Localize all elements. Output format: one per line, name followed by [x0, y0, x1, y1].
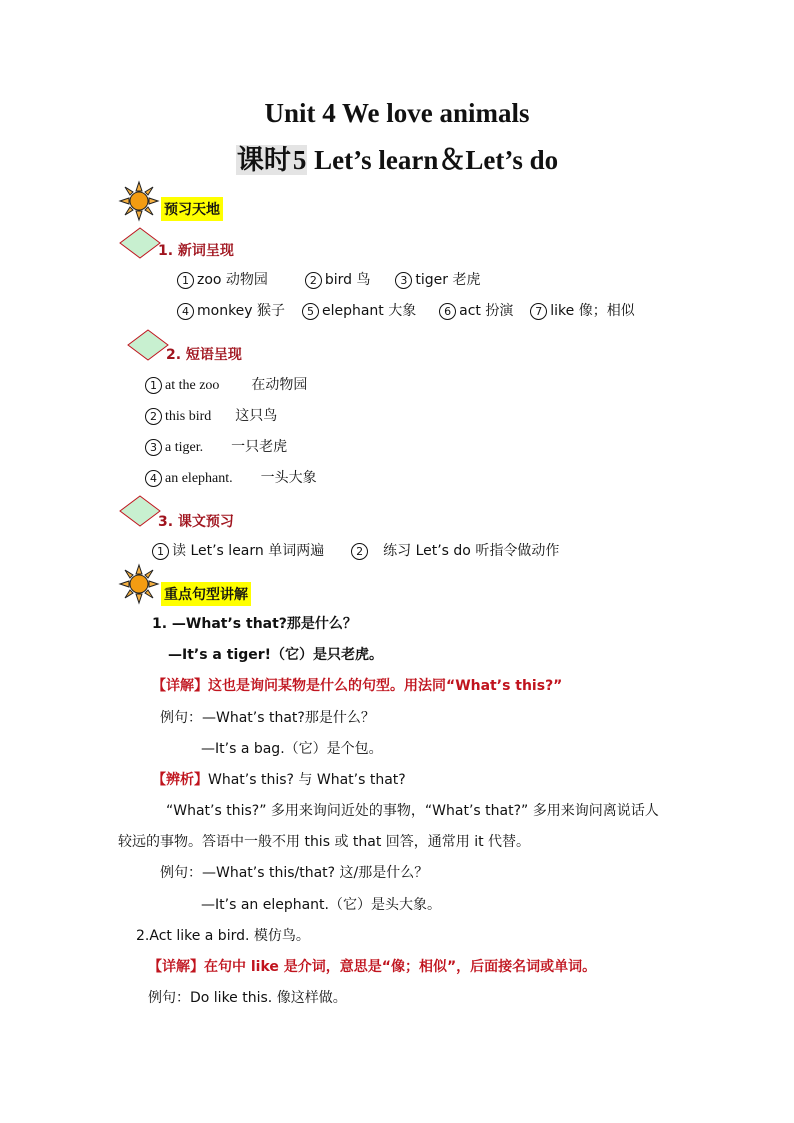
new-words-heading: 1. 新词呈现 — [158, 243, 234, 259]
phrase-item: 3 a tiger. 一只老虎 — [145, 436, 287, 456]
question-1: 1. —What’s that?那是什么？ — [152, 616, 357, 632]
example-2-answer: —It’s an elephant.（它）是头大象。 — [201, 897, 441, 913]
example-1-answer: —It’s a bag.（它）是个包。 — [201, 741, 383, 757]
lesson-name: Let’s learn＆Let’s do — [307, 145, 559, 175]
explanation-para-2: 较远的事物。答语中一般不用 this 或 that 回答，通常用 it 代替。 — [118, 834, 531, 850]
sun-icon — [118, 563, 160, 605]
section-preview-label: 预习天地 — [161, 197, 223, 221]
distinguish: 【辨析】What’s this? 与 What’s that? — [152, 772, 406, 788]
word-row-1: 1 zoo 动物园 2 bird 鸟 3 tiger 老虎 — [177, 269, 480, 289]
section-key-sentences-label: 重点句型讲解 — [161, 582, 251, 606]
detail-2: 【详解】在句中 like 是介词，意思是“像；相似”，后面接名词或单词。 — [148, 959, 597, 975]
diamond-icon — [118, 494, 162, 528]
question-2: 2.Act like a bird. 模仿鸟。 — [136, 928, 310, 944]
answer-1: —It’s a tiger!（它）是只老虎。 — [168, 647, 384, 663]
explanation-para-1: “What’s this?” 多用来询问近处的事物，“What’s that?” 多用来询问离说话人 — [166, 803, 659, 819]
lesson-number: 5 — [292, 145, 307, 175]
phrase-item: 1 at the zoo 在动物园 — [145, 374, 307, 394]
phrases-heading: 2. 短语呈现 — [166, 347, 242, 363]
phrase-item: 2 this bird 这只鸟 — [145, 405, 277, 425]
word-row-2: 4 monkey 猴子 5 elephant 大象 6 act 扮演 7 like 像；相似 — [177, 300, 635, 320]
sun-icon — [118, 180, 160, 222]
lesson-label: 课时 — [236, 145, 291, 175]
text-preview-heading: 3. 课文预习 — [158, 514, 234, 530]
example-2-question: 例句：—What’s this/that? 这/那是什么？ — [160, 865, 429, 881]
diamond-icon — [118, 226, 162, 260]
unit-title: Unit 4 We love animals — [264, 98, 530, 128]
lesson-title — [0, 138, 794, 177]
example-1-question: 例句：—What’s that?那是什么？ — [160, 710, 375, 726]
preview-tasks: 1 读 Let’s learn 单词两遍 2 练习 Let’s do 听指令做动作 — [152, 540, 559, 560]
example-3: 例句：Do like this. 像这样做。 — [148, 990, 347, 1006]
phrase-item: 4 an elephant. 一头大象 — [145, 467, 317, 487]
diamond-icon — [126, 328, 170, 362]
detail-1: 【详解】这也是询问某物是什么的句型。用法同“What’s this?” — [152, 678, 563, 694]
